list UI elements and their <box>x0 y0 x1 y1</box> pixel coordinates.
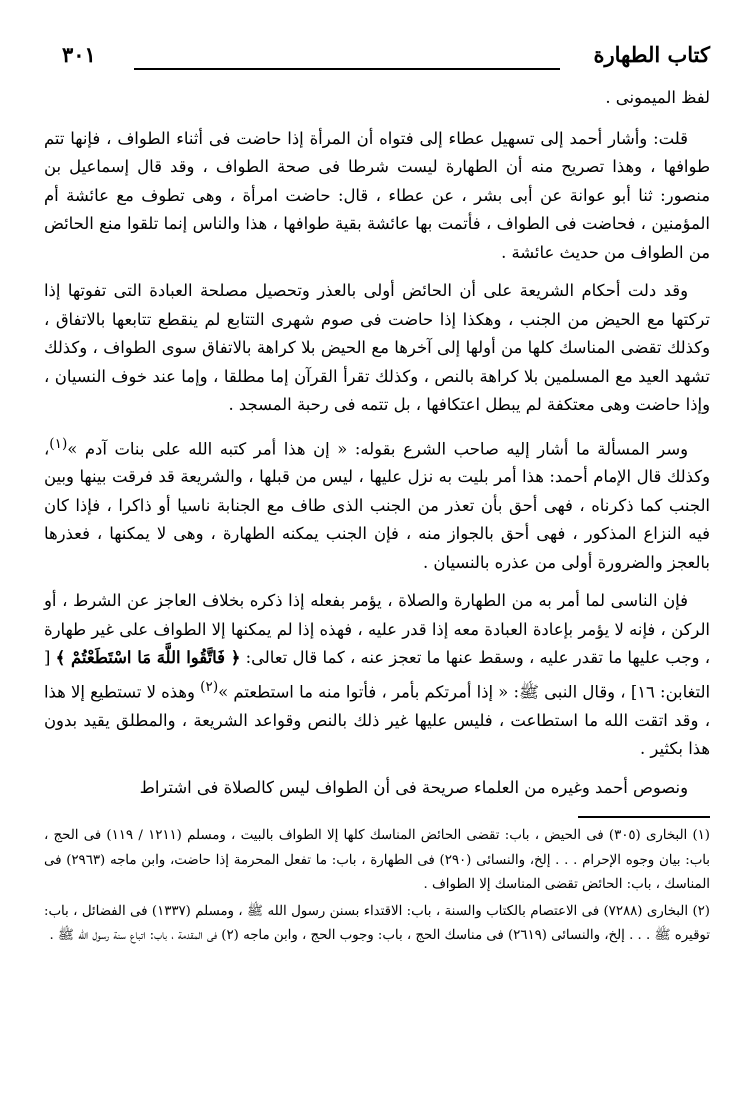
page-number: ٣٠١ <box>62 42 96 67</box>
quran-verse: ﴿ فَاتَّقُوا اللَّهَ مَا اسْتَطَعْتُمْ ﴾ <box>55 648 241 668</box>
header-rule <box>134 68 560 70</box>
paragraph-4-text-c: وهذه لا تستطيع إلا هذا ، وقد اتقت الله ما استطاعت ، فليس عليها غير ذلك بالنص وقواعد الشريعة ، والمطلق يقيد بدون هذا بكثير . <box>44 682 710 759</box>
footnote-1: (١) البخارى (٣٠٥) فى الحيض ، باب: تقضى الحائض المناسك كلها إلا الطواف بالبيت ، ومسلم (١٢١١ / ١١٩) فى الحج ، باب: بيان وجوه الإحرام . . . إلخ، والنسائى (٢٩٠) فى الطهارة ، باب: ما تفعل المحرمة إذا حاضت، وابن ماجه (٢٩٦٣) فى المناسك ، باب: الحائض تقضى المناسك إلا الطواف . <box>44 828 710 893</box>
footnotes <box>44 824 710 949</box>
page-body <box>44 84 710 802</box>
paragraph-4 <box>44 587 710 763</box>
paragraph-2: وقد دلت أحكام الشريعة على أن الحائض أولى بالعذر وتحصيل مصلحة العبادة التى تفوتها إذا تركتها مع الحيض من الجنب ، وهكذا إذا حاضت فى صوم شهرى التتابع لم ينقطع تتابعها بالاتفاق ، وكذلك تقضى المناسك كلها من أولها إلى آخرها مع الحيض بلا كراهة بالاتفاق سوى الطواف ، وكذلك تشهد العيد مع المسلمين بلا كراهة بالنص ، وكذلك تقرأ القرآن إما مطلقا ، وإما عند خوف النسيان ، وإذا حاضت وهى معتكفة لم يبطل اعتكافها ، بل تتمه فى رحبة المسجد . <box>44 281 710 414</box>
paragraph-3 <box>44 430 710 578</box>
footnote-ref-1: (١) <box>49 435 68 452</box>
page-header <box>44 34 710 74</box>
footnote-rule <box>578 816 710 818</box>
footnote-2: (٢) البخارى (٧٢٨٨) فى الاعتصام بالكتاب والسنة ، باب: الاقتداء بسنن رسول الله ﷺ ، ومسلم (١٣٣٧) فى الفضائل ، باب: توقيره ﷺ . . . إلخ، والنسائى (٢٦١٩) فى مناسك الحج ، باب: وجوب الحج ، وابن ماجه (٢) فى المقدمة ، باب: اتباع سنة رسول الله ﷺ . <box>44 903 710 944</box>
chapter-title: كتاب الطهارة <box>593 42 710 67</box>
paragraph-3-text-b: ، وكذلك قال الإمام أحمد: هذا أمر بليت به نزل عليها ، ليس من قبلها ، والشريعة قد فرقت بينها وبين الجنب كما ذكرناه ، فهى أحق بأن تعذر من الجنب الذى طاف مع الجنابة ناسيا أو ذاكرا ، فإذا كان فيه النزاع المذكور ، فهى أحق بالجواز منه ، فإن الجنب يمكنه الطهارة ، وهى لا يمكنها ، فعذرها بالعجز والضرورة أولى من عذره بالنسيان . <box>44 438 710 572</box>
paragraph-4-text-b: [ التغابن: ١٦] ، وقال النبى ﷺ: « إذا أمرتكم بأمر ، فأتوا منه ما استطعتم » <box>44 648 711 702</box>
paragraph-0: لفظ الميمونى . <box>605 88 710 107</box>
footnote-ref-2: (٢) <box>200 678 219 695</box>
paragraph-1: قلت: وأشار أحمد إلى تسهيل عطاء إلى فتواه أن المرأة إذا حاضت فى أثناء الطواف ، فإنها تتم طوافها ، وهذا تصريح منه أن الطهارة ليست شرطا فى صحة الطواف ، وقد قال إسماعيل بن منصور: ثنا أبو عوانة عن أبى بشر ، عن عطاء ، قال: حاضت امرأة ، وهى تطوف مع عائشة أم المؤمنين ، فحاضت فى الطواف ، فأتمت بها عائشة بقية طوافها ، هذا والناس إنما تلقوا منع الحائض من الطواف من حديث عائشة . <box>44 128 710 262</box>
paragraph-4-text-a: فإن الناسى لما أمر به من الطهارة والصلاة ، يؤمر بفعله إذا ذكره بخلاف العاجز عن الشرط ، أو الركن ، فإنه لا يؤمر بإعادة العبادة معه إذا قدر عليه ، فهذه إذا لم يمكنها إلا الطواف على غير طهارة ، وجب عليها ما تقدر عليه ، وسقط عنها ما تعجز عنه ، كما قال تعالى: <box>44 591 710 668</box>
paragraph-5: ونصوص أحمد وغيره من العلماء صريحة فى أن الطواف ليس كالصلاة فى اشتراط <box>139 777 688 797</box>
paragraph-3-text-a: وسر المسألة ما أشار إليه صاحب الشرع بقوله: « إن هذا أمر كتبه الله على بنات آدم » <box>67 438 688 458</box>
book-page <box>44 34 710 1084</box>
